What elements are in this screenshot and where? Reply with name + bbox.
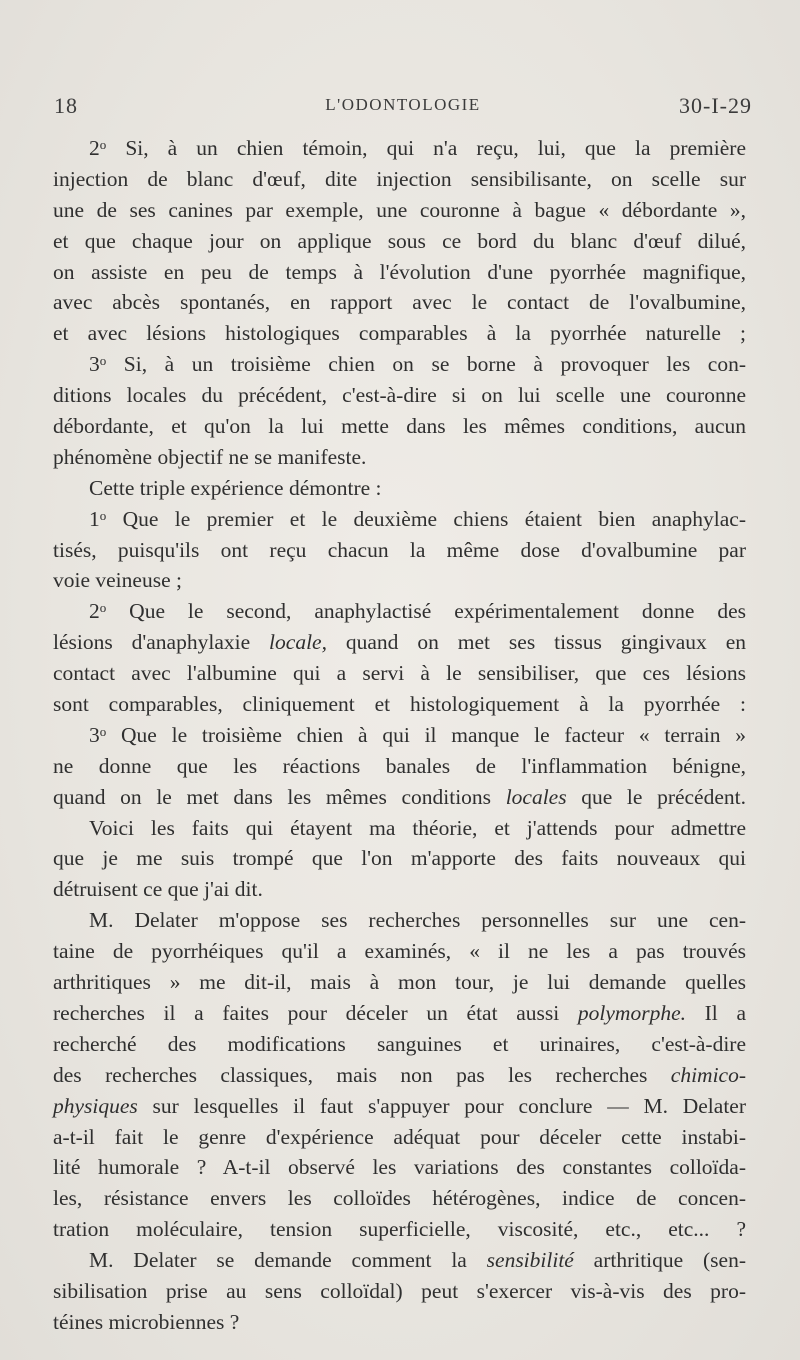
- line-text: arthritique (sen-: [573, 1248, 746, 1273]
- line-text: Si, à un troisième chien on se borne à provoquer les con-: [123, 352, 747, 377]
- line-text: Il a: [685, 1000, 746, 1025]
- text-line: [53, 1029, 746, 1060]
- line-text: les, résistance envers les colloïdes hétérogènes, indice de concen-: [53, 1186, 746, 1211]
- enum-number: 2: [89, 599, 100, 624]
- text-line: [53, 1122, 746, 1153]
- line-text: injection de blanc d'œuf, dite injection sensibilisante, on scelle sur: [53, 166, 746, 191]
- text-line: [53, 565, 746, 596]
- text-line: [53, 658, 746, 689]
- line-text: tisés, puisqu'ils ont reçu chacun la même dose d'ovalbumine par: [53, 537, 746, 562]
- line-text: sibilisation prise au sens colloïdal) peut s'exercer vis-à-vis des pro-: [53, 1278, 746, 1303]
- enum-number: 3: [89, 722, 100, 747]
- text-line: [53, 226, 746, 257]
- text-line: [53, 442, 746, 473]
- enum-number: 3: [89, 352, 100, 377]
- line-text: et avec lésions histologiques comparables à la pyorrhée naturelle ;: [53, 321, 746, 346]
- italic-text: chimico-: [670, 1062, 746, 1087]
- line-text: avec abcès spontanés, en rapport avec le contact de l'ovalbumine,: [53, 290, 746, 315]
- text-line: [53, 689, 746, 720]
- text-line: [53, 1091, 746, 1122]
- text-line: [53, 720, 746, 751]
- line-text: phénomène objectif ne se manifeste.: [53, 444, 367, 469]
- text-line: [53, 133, 746, 164]
- line-text: arthritiques » me dit-il, mais à mon tour, je lui demande quelles: [53, 970, 746, 995]
- text-line: [53, 1214, 746, 1245]
- line-text: et que chaque jour on applique sous ce bord du blanc d'œuf dilué,: [53, 228, 746, 253]
- text-line: [53, 473, 746, 504]
- body-text: [53, 133, 746, 1338]
- line-text: Voici les faits qui étayent ma théorie, et j'attends pour admettre: [89, 815, 746, 840]
- line-text: ditions locales du précédent, c'est-à-dire si on lui scelle une couronne: [53, 383, 746, 408]
- line-text: voie veineuse ;: [53, 568, 182, 593]
- ordinal-superscript: o: [99, 137, 107, 152]
- text-line: [53, 257, 746, 288]
- text-line: [53, 195, 746, 226]
- text-line: [53, 1183, 746, 1214]
- line-text: ne donne que les réactions banales de l'inflammation bénigne,: [53, 753, 746, 778]
- line-text: détruisent ce que j'ai dit.: [53, 877, 263, 902]
- text-line: [53, 874, 746, 905]
- line-text: que je me suis trompé que l'on m'apporte des faits nouveaux qui: [53, 846, 746, 871]
- line-text: Que le troisième chien à qui il manque le facteur « terrain »: [121, 722, 747, 747]
- text-line: [53, 627, 746, 658]
- ordinal-superscript: o: [99, 723, 107, 739]
- line-text: sur lesquelles il faut s'appuyer pour conclure — M. Delater: [137, 1093, 746, 1118]
- text-line: [53, 287, 746, 318]
- line-text: Cette triple expérience démontre :: [89, 475, 382, 500]
- line-text: Si, à un chien témoin, qui n'a reçu, lui, que la première: [125, 136, 747, 160]
- journal-title: L'ODONTOLOGIE: [325, 95, 481, 114]
- line-text: sont comparables, cliniquement et histologiquement à la pyorrhée :: [53, 692, 746, 717]
- text-line: [53, 380, 746, 411]
- italic-text: sensibilité: [486, 1248, 574, 1273]
- italic-text: polymorphe.: [577, 1000, 686, 1025]
- line-text: contact avec l'albumine qui a servi à le sensibiliser, que ces lésions: [53, 661, 746, 686]
- enum-number: 1: [89, 506, 100, 531]
- line-text: quand on le met dans les mêmes conditions: [53, 784, 506, 809]
- line-text: une de ses canines par exemple, une couronne à bague « débordante »,: [53, 197, 746, 222]
- line-text: lité humorale ? A-t-il observé les variations des constantes colloïda-: [53, 1155, 746, 1180]
- line-text: lésions d'anaphylaxie: [53, 630, 270, 655]
- running-header: [54, 93, 752, 123]
- line-text: M. Delater m'oppose ses recherches personnelles sur une cen-: [89, 908, 746, 933]
- text-line: [53, 1307, 746, 1338]
- text-line: [53, 535, 746, 566]
- line-text: on assiste en peu de temps à l'évolution d'une pyorrhée magnifique,: [53, 259, 746, 284]
- text-line: [53, 1276, 746, 1307]
- line-text: Que le second, anaphylactisé expérimentalement donne des: [129, 599, 747, 624]
- text-line: [53, 782, 746, 813]
- italic-text: physiques: [53, 1093, 138, 1118]
- text-line: [53, 813, 746, 844]
- text-line: [53, 843, 746, 874]
- italic-text: locale,: [269, 630, 327, 655]
- line-text: a-t-il fait le genre d'expérience adéquat pour déceler cette instabi-: [53, 1124, 746, 1149]
- line-text: téines microbiennes ?: [53, 1309, 240, 1334]
- line-text: débordante, et qu'on la lui mette dans les mêmes conditions, aucun: [53, 414, 746, 439]
- line-text: tration moléculaire, tension superficielle, viscosité, etc., etc... ?: [53, 1217, 746, 1242]
- page-number: 18: [54, 93, 78, 118]
- text-line: [53, 349, 746, 380]
- issue-date: 30-I-29: [679, 93, 752, 118]
- text-line: [53, 1152, 746, 1183]
- text-line: [53, 411, 746, 442]
- text-line: [53, 998, 746, 1029]
- line-text: taine de pyorrhéiques qu'il a examinés, « il ne les a pas trouvés: [53, 939, 746, 964]
- line-text: recherché des modifications sanguines et urinaires, c'est-à-dire: [53, 1031, 746, 1056]
- ordinal-superscript: o: [99, 353, 107, 369]
- italic-text: locales: [505, 784, 567, 809]
- line-text: quand on met ses tissus gingivaux en: [326, 630, 746, 655]
- text-line: [53, 936, 746, 967]
- text-line: [53, 504, 746, 535]
- text-line: [53, 967, 746, 998]
- ordinal-superscript: o: [99, 600, 107, 616]
- text-line: [53, 164, 746, 195]
- text-line: [53, 1060, 746, 1091]
- text-line: [53, 596, 746, 627]
- ordinal-superscript: o: [99, 507, 107, 523]
- line-text: que le précédent.: [566, 784, 746, 809]
- text-line: [53, 318, 746, 349]
- text-line: [53, 905, 746, 936]
- line-text: Que le premier et le deuxième chiens étaient bien anaphylac-: [122, 506, 746, 531]
- text-line: [53, 1245, 746, 1276]
- text-line: [53, 751, 746, 782]
- line-text: des recherches classiques, mais non pas les recherches: [53, 1062, 671, 1087]
- line-text: M. Delater se demande comment la: [89, 1248, 487, 1273]
- line-text: recherches il a faites pour déceler un état aussi: [53, 1000, 578, 1025]
- enum-number: 2: [89, 136, 100, 160]
